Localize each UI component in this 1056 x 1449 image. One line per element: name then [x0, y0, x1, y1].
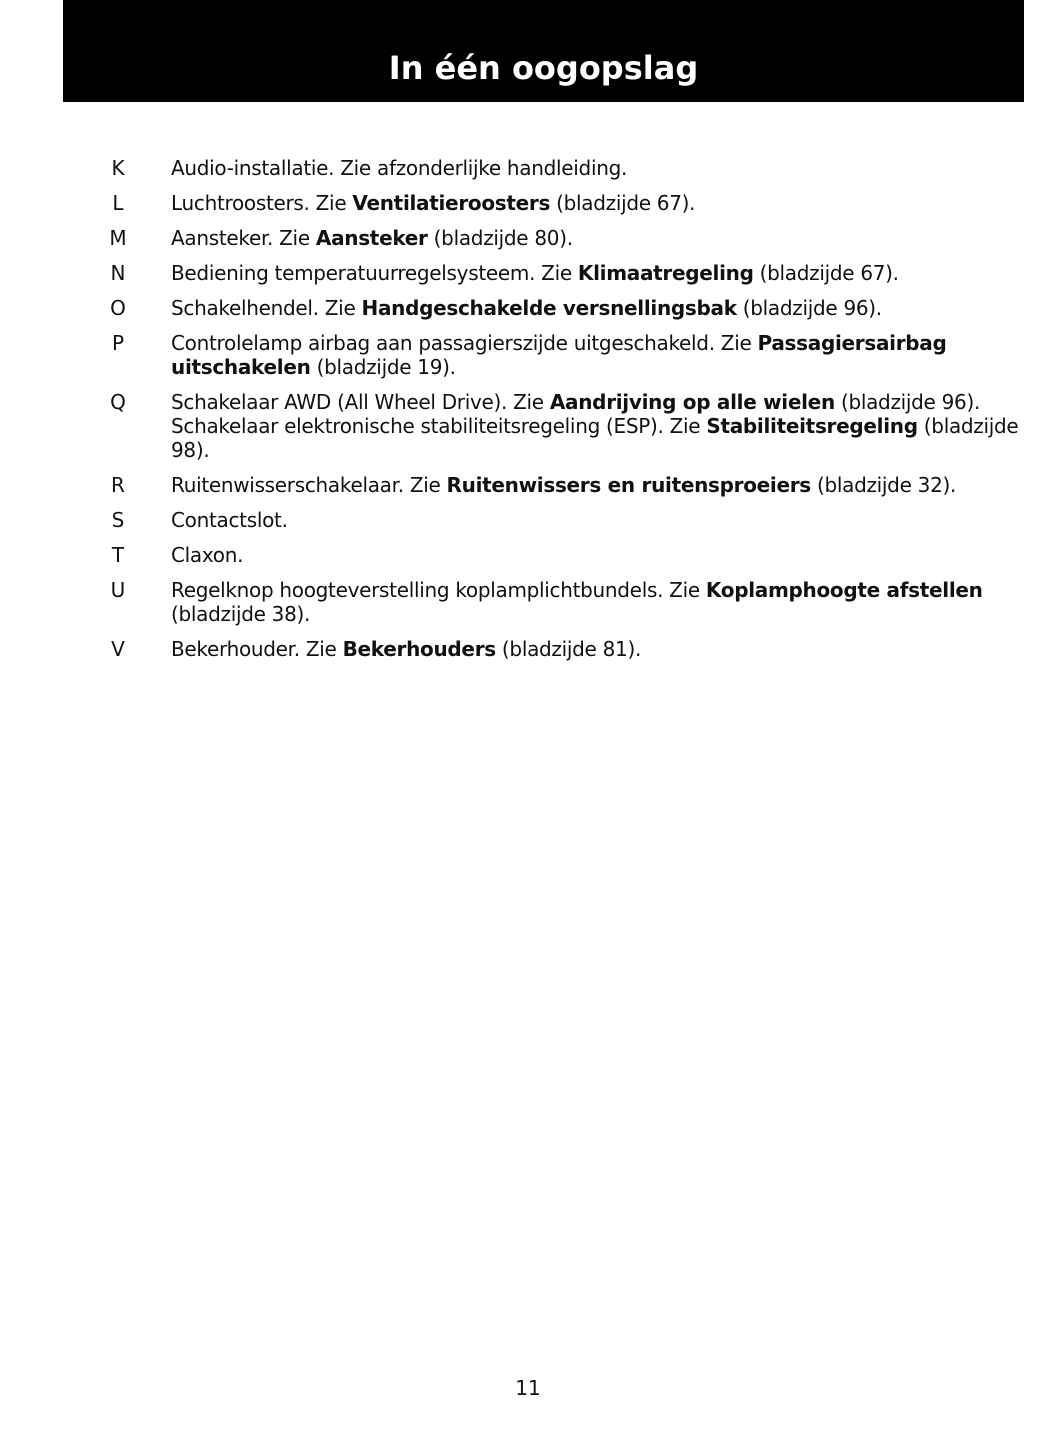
description-text: Claxon.: [171, 543, 244, 567]
legend-item: [105, 508, 1020, 532]
legend-item-text: [171, 473, 1020, 497]
legend-item-text: [171, 390, 1020, 462]
legend-item-letter: O: [110, 296, 126, 320]
legend-item-text: [171, 226, 1020, 250]
legend-item-text: [171, 508, 1020, 532]
description-text: (bladzijde 67).: [550, 191, 696, 215]
legend-item-letter: K: [111, 156, 125, 180]
legend-item-text: [171, 578, 1020, 626]
legend-item: [105, 156, 1020, 180]
legend-item: [105, 191, 1020, 215]
cross-reference: Aansteker: [315, 226, 428, 250]
legend-item: [105, 331, 1020, 379]
legend-item: [105, 543, 1020, 567]
description-text: Schakelaar AWD (All Wheel Drive). Zie: [171, 390, 550, 414]
legend-item: [105, 261, 1020, 285]
page-header: [63, 0, 1024, 102]
legend-item-letter: L: [112, 191, 124, 215]
legend-item: [105, 296, 1020, 320]
description-text: Contactslot.: [171, 508, 288, 532]
legend-item: [105, 390, 1020, 462]
legend-item-letter: Q: [110, 390, 126, 414]
description-text: (bladzijde 67).: [753, 261, 899, 285]
legend-item-text: [171, 296, 1020, 320]
cross-reference: Passagiersairbag uitschakelen: [171, 331, 947, 379]
description-text: Luchtroosters. Zie: [171, 191, 353, 215]
legend-item-letter: P: [111, 331, 125, 355]
cross-reference: Koplamphoogte afstellen: [705, 578, 983, 602]
legend-item-text: [171, 543, 1020, 567]
description-text: Controlelamp airbag aan passagierszijde uitgeschakeld. Zie: [171, 331, 758, 355]
legend-item-letter: V: [111, 637, 125, 661]
legend-item-letter: T: [111, 543, 125, 567]
page-number: 11: [515, 1376, 541, 1400]
legend-item-text: [171, 156, 1020, 180]
description-text: Audio-installatie. Zie afzonderlijke handleiding.: [171, 156, 628, 180]
legend-item: [105, 578, 1020, 626]
legend-item-text: [171, 637, 1020, 661]
legend-item-text: [171, 261, 1020, 285]
legend-item-letter: U: [110, 578, 126, 602]
description-text: Schakelhendel. Zie: [171, 296, 362, 320]
cross-reference: Bekerhouders: [342, 637, 496, 661]
legend-list: [105, 156, 1020, 672]
description-text: (bladzijde 19).: [310, 355, 456, 379]
legend-item: [105, 637, 1020, 661]
legend-item-text: [171, 191, 1020, 215]
legend-item-letter: M: [109, 226, 127, 250]
legend-item-letter: N: [110, 261, 126, 285]
cross-reference: Aandrijving op alle wielen: [549, 390, 835, 414]
cross-reference: Ventilatieroosters: [352, 191, 551, 215]
legend-item-text: [171, 331, 1020, 379]
cross-reference: Ruitenwissers en ruitensproeiers: [446, 473, 811, 497]
description-text: (bladzijde 32).: [810, 473, 957, 497]
cross-reference: Stabiliteitsregeling: [706, 414, 918, 438]
description-text: (bladzijde 80).: [427, 226, 573, 250]
legend-item: [105, 473, 1020, 497]
cross-reference: Klimaatregeling: [577, 261, 754, 285]
description-text: (bladzijde 98).: [171, 414, 1019, 462]
description-text: Bekerhouder. Zie: [171, 637, 343, 661]
description-text: (bladzijde 96).: [736, 296, 882, 320]
description-text: Regelknop hoogteverstelling koplamplichtbundels. Zie: [171, 578, 706, 602]
description-text: Bediening temperatuurregelsysteem. Zie: [171, 261, 578, 285]
description-text: Ruitenwisserschakelaar. Zie: [171, 473, 447, 497]
description-text: (bladzijde 81).: [495, 637, 642, 661]
page-title: In één oogopslag: [388, 49, 699, 87]
legend-item-letter: S: [111, 508, 125, 532]
cross-reference: Handgeschakelde versnellingsbak: [361, 296, 737, 320]
description-text: (bladzijde 96). Schakelaar elektronische stabiliteitsregeling (ESP). Zie: [171, 390, 981, 438]
description-text: (bladzijde 38).: [171, 602, 311, 626]
legend-item: [105, 226, 1020, 250]
legend-item-letter: R: [111, 473, 125, 497]
description-text: Aansteker. Zie: [171, 226, 316, 250]
